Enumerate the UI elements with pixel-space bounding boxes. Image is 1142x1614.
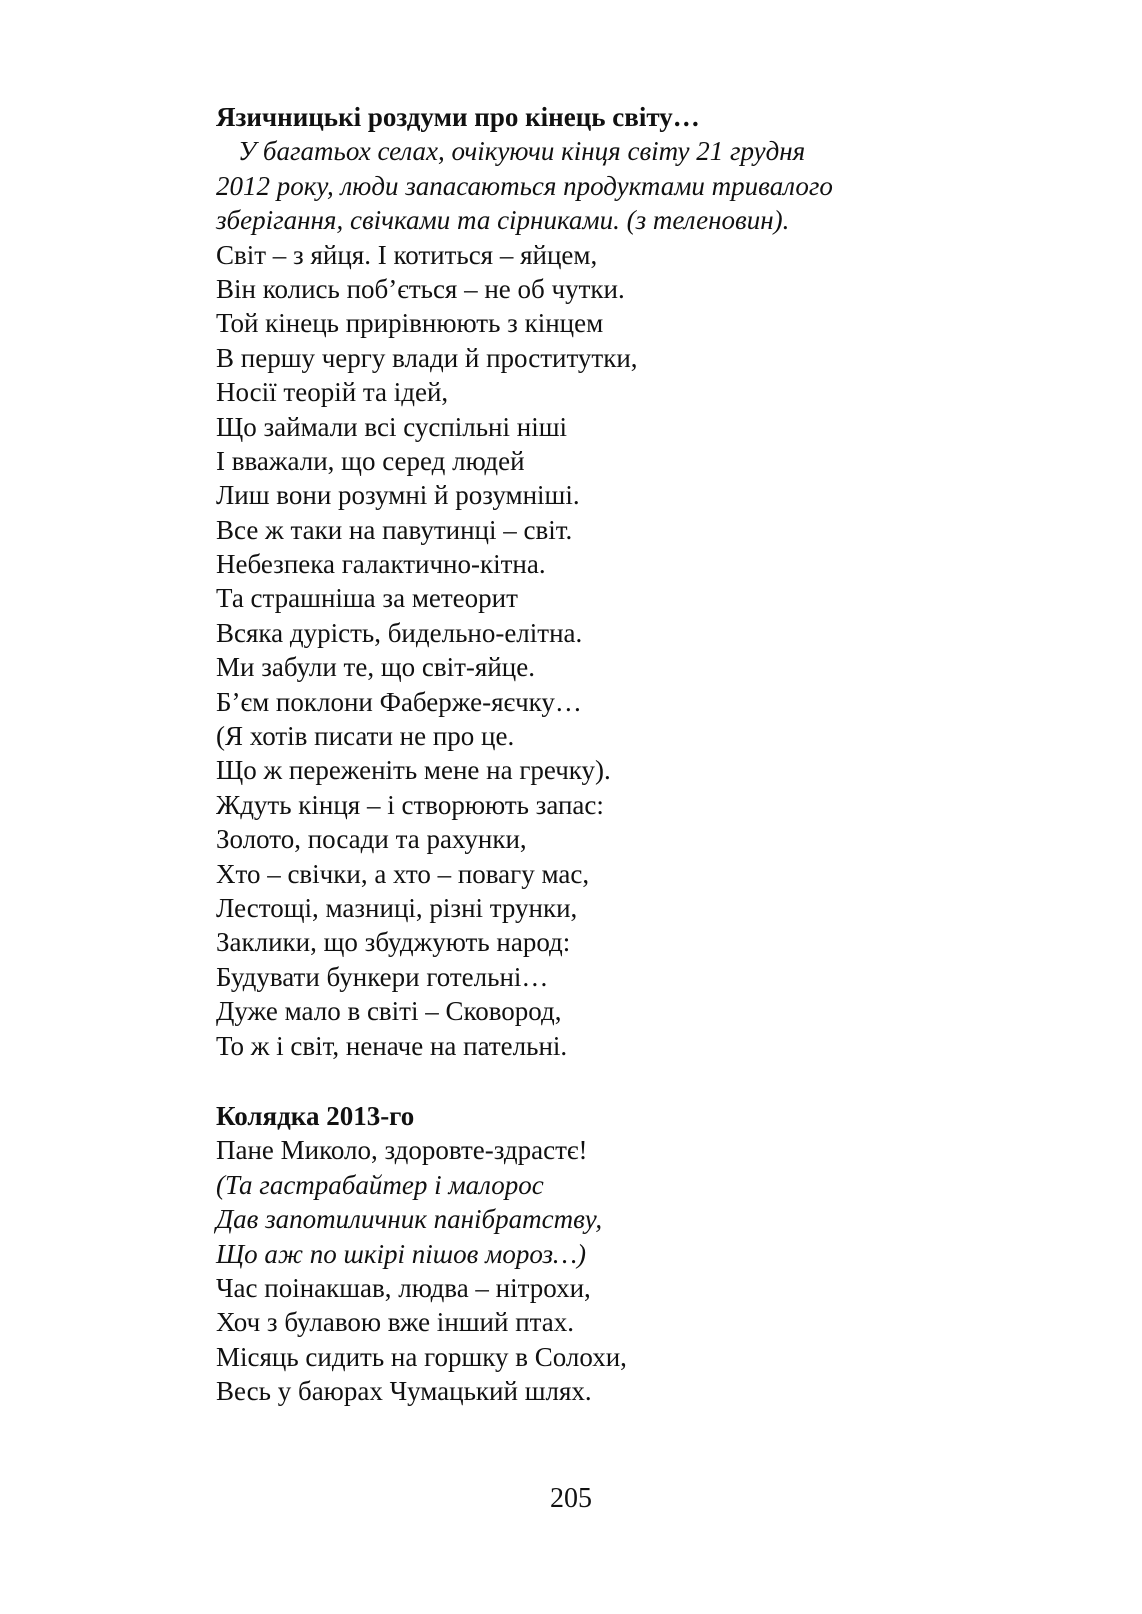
poem-line: Він колись поб’ється – не об чутки. (216, 273, 625, 304)
poem-line: Та страшніша за метеорит (216, 583, 518, 614)
poem1-title: Язичницькі роздуми про кінець світу… (216, 102, 700, 132)
poem-line: Хто – свічки, а хто – повагу мас, (216, 858, 590, 889)
poem-line: То ж і світ, неначе на пательні. (216, 1030, 568, 1061)
poem-line: Заклики, що збуджують народ: (216, 927, 571, 958)
poem1-epigraph (216, 134, 976, 237)
poem-line-italic: Дав запотиличник панібратству, (216, 1204, 603, 1235)
poem2-title: Колядка 2013-го (216, 1100, 415, 1131)
poem-line: Ми забули те, що світ-яйце. (216, 652, 535, 683)
poem-line: Світ – з яйця. І котиться – яйцем, (216, 239, 598, 270)
poem-line-italic: (Та гастрабайтер і малорос (216, 1169, 544, 1200)
poem-line: (Я хотів писати не про це. (216, 721, 515, 752)
poem-line: Місяць сидить на горшку в Солохи, (216, 1341, 627, 1372)
poem-line: Що ж переженіть мене на гречку). (216, 755, 611, 786)
epigraph-line: 2012 року, люди запасаються продуктами тривалого (216, 170, 833, 201)
poem-line: І вважали, що серед людей (216, 445, 525, 476)
poem-line: Носії теорій та ідей, (216, 377, 449, 408)
section-spacer (216, 1063, 976, 1099)
epigraph-line: зберігання, свічками та сірниками. (з теленовин). (216, 205, 790, 236)
poem-line: Лестощі, мазниці, різні трунки, (216, 892, 578, 923)
poem-line-italic: Що аж по шкірі пішов мороз…) (216, 1238, 587, 1269)
poem-line: Всяка дурість, бидельно-елітна. (216, 617, 583, 648)
poem-line: Пане Миколо, здоровте-здрастє! (216, 1135, 588, 1166)
page-number: 205 (550, 1483, 592, 1514)
poem-line: Ждуть кінця – і створюють запас: (216, 789, 604, 820)
epigraph-line: У багатьох селах, очікуючи кінця світу 21 грудня (238, 136, 806, 167)
poem-line: Все ж таки на павутинці – світ. (216, 514, 573, 545)
poem-line: Золото, посади та рахунки, (216, 824, 527, 855)
poem-line: Б’єм поклони Фаберже-яєчку… (216, 686, 582, 717)
poem-line: В першу чергу влади й проститутки, (216, 342, 638, 373)
page-content (216, 100, 976, 1408)
poem-line: Дуже мало в світі – Сковород, (216, 996, 562, 1027)
poem-line: Час поінакшав, людва – нітрохи, (216, 1272, 591, 1303)
poem1-stanza (216, 238, 976, 1063)
poem-line: Що займали всі суспільні ніші (216, 411, 567, 442)
poem-line: Небезпека галактично-кітна. (216, 549, 546, 580)
poem-line: Будувати бункери готельні… (216, 961, 549, 992)
poem-line: Весь у баюрах Чумацький шлях. (216, 1376, 592, 1407)
poem2-stanza (216, 1133, 976, 1408)
poem-line: Хоч з булавою вже інший птах. (216, 1307, 575, 1338)
poem-line: Лиш вони розумні й розумніші. (216, 480, 580, 511)
poem-line: Той кінець прирівнюють з кінцем (216, 308, 604, 339)
